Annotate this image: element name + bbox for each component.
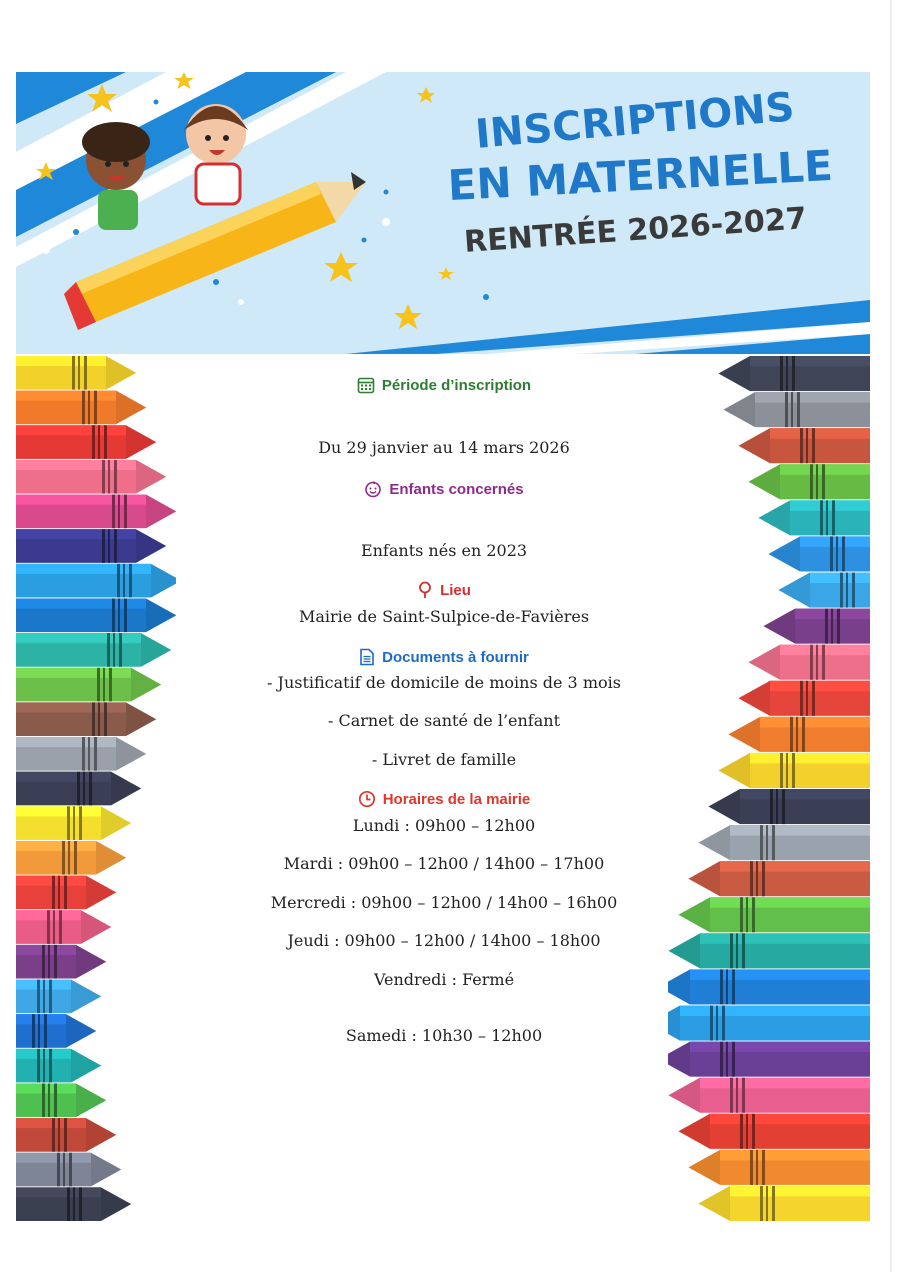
periode-heading bbox=[250, 376, 638, 394]
documents-item: - Livret de famille bbox=[371, 750, 517, 769]
documents-item: - Carnet de santé de l’enfant bbox=[327, 711, 560, 730]
periode-text: Du 29 janvier au 14 mars 2026 bbox=[318, 438, 570, 457]
horaires-heading bbox=[250, 790, 638, 808]
banner-title-line1: INSCRIPTIONS bbox=[473, 84, 797, 158]
horaires-item-vendredi: Vendredi : Fermé bbox=[373, 970, 515, 989]
banner-subtitle: RENTRÉE 2026-2027 bbox=[462, 201, 808, 260]
horaires-item-lundi: Lundi : 09h00 – 12h00 bbox=[352, 816, 536, 835]
map-pin-icon bbox=[417, 581, 433, 599]
enfants-text: Enfants nés en 2023 bbox=[360, 541, 528, 560]
lieu-heading-label: Lieu bbox=[440, 581, 471, 599]
enfants-heading bbox=[250, 480, 638, 498]
banner-title-line2: EN MATERNELLE bbox=[446, 140, 834, 211]
calendar-icon bbox=[357, 376, 375, 394]
horaires-item-jeudi: Jeudi : 09h00 – 12h00 / 14h00 – 18h00 bbox=[287, 931, 601, 950]
horaires-item-mardi: Mardi : 09h00 – 12h00 / 14h00 – 17h00 bbox=[283, 854, 605, 873]
horaires-item-samedi: Samedi : 10h30 – 12h00 bbox=[345, 1026, 543, 1045]
baby-face-icon bbox=[364, 480, 382, 498]
horaires-item-mercredi: Mercredi : 09h00 – 12h00 / 14h00 – 16h00 bbox=[270, 893, 618, 912]
document-icon bbox=[359, 648, 375, 666]
enfants-heading-label: Enfants concernés bbox=[389, 480, 524, 498]
horaires-heading-label: Horaires de la mairie bbox=[382, 790, 531, 808]
periode-heading-label: Période d’inscription bbox=[381, 376, 532, 394]
documents-heading bbox=[250, 648, 638, 666]
clock-icon bbox=[358, 790, 376, 808]
documents-item: - Justificatif de domicile de moins de 3 mois bbox=[267, 673, 621, 692]
lieu-heading bbox=[250, 581, 638, 599]
lieu-text: Mairie de Saint-Sulpice-de-Favières bbox=[298, 607, 590, 626]
documents-heading-label: Documents à fournir bbox=[382, 648, 529, 666]
